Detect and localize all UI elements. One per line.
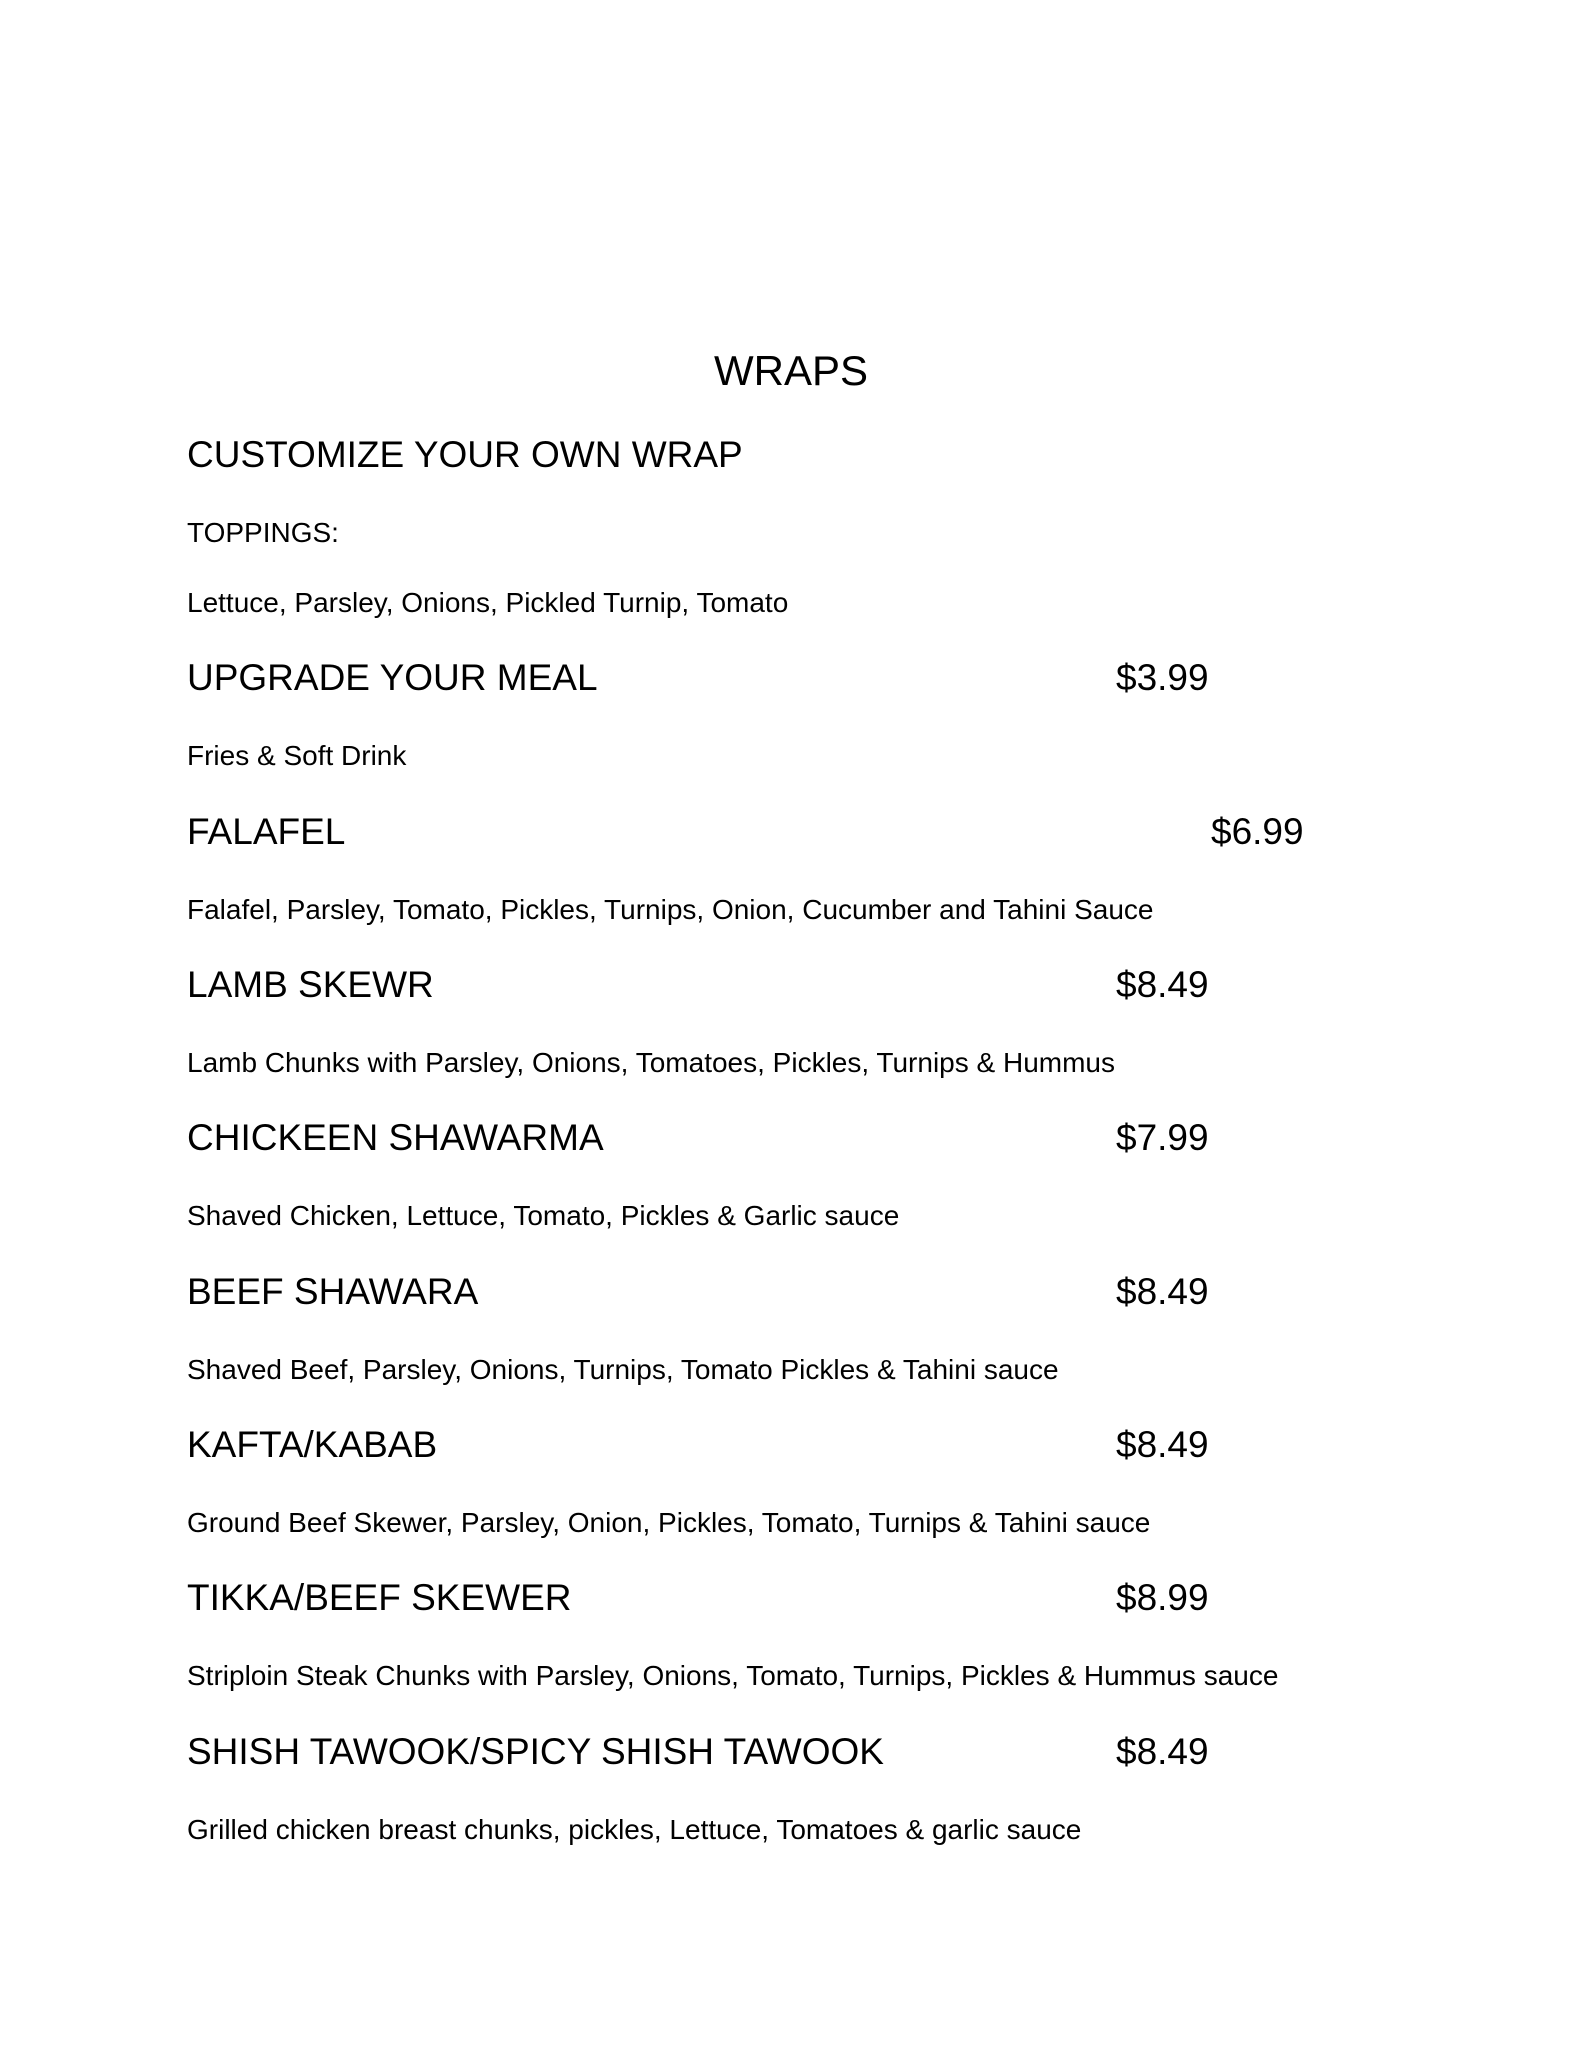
menu-item-price: $8.49 bbox=[1116, 1731, 1209, 1772]
menu-item-price: $8.49 bbox=[1116, 964, 1209, 1005]
menu-item-name: LAMB SKEWR bbox=[187, 964, 434, 1005]
menu-item-name: KAFTA/KABAB bbox=[187, 1424, 438, 1465]
menu-item-price: $8.49 bbox=[1116, 1424, 1209, 1465]
menu-item-description: Shaved Chicken, Lettuce, Tomato, Pickles & Garlic sauce bbox=[187, 1200, 900, 1231]
toppings-label: TOPPINGS: bbox=[187, 517, 339, 548]
menu-item-price: $3.99 bbox=[1116, 657, 1209, 698]
menu-item-name: CHICKEEN SHAWARMA bbox=[187, 1117, 604, 1158]
menu-item-description: Fries & Soft Drink bbox=[187, 740, 407, 771]
toppings-list: Lettuce, Parsley, Onions, Pickled Turnip, Tomato bbox=[187, 587, 789, 618]
menu-item-description: Shaved Beef, Parsley, Onions, Turnips, Tomato Pickles & Tahini sauce bbox=[187, 1354, 1059, 1385]
menu-item-price: $6.99 bbox=[1211, 811, 1304, 852]
menu-item-name: FALAFEL bbox=[187, 811, 346, 852]
customize-heading: CUSTOMIZE YOUR OWN WRAP bbox=[187, 434, 743, 475]
menu-item-name: SHISH TAWOOK/SPICY SHISH TAWOOK bbox=[187, 1731, 884, 1772]
page-title: WRAPS bbox=[713, 347, 868, 394]
menu-item-description: Grilled chicken breast chunks, pickles, Lettuce, Tomatoes & garlic sauce bbox=[187, 1814, 1082, 1845]
menu-item-description: Ground Beef Skewer, Parsley, Onion, Pickles, Tomato, Turnips & Tahini sauce bbox=[187, 1507, 1151, 1538]
menu-item-price: $8.49 bbox=[1116, 1271, 1209, 1312]
menu-item-name: BEEF SHAWARA bbox=[187, 1271, 479, 1312]
menu-item-price: $7.99 bbox=[1116, 1117, 1209, 1158]
menu-item-price: $8.99 bbox=[1116, 1577, 1209, 1618]
menu-item-description: Lamb Chunks with Parsley, Onions, Tomatoes, Pickles, Turnips & Hummus bbox=[187, 1047, 1115, 1078]
menu-item-description: Falafel, Parsley, Tomato, Pickles, Turnips, Onion, Cucumber and Tahini Sauce bbox=[187, 894, 1154, 925]
menu-item-description: Striploin Steak Chunks with Parsley, Onions, Tomato, Turnips, Pickles & Hummus sauce bbox=[187, 1660, 1279, 1691]
menu-item-name: UPGRADE YOUR MEAL bbox=[187, 657, 598, 698]
menu-item-name: TIKKA/BEEF SKEWER bbox=[187, 1577, 572, 1618]
